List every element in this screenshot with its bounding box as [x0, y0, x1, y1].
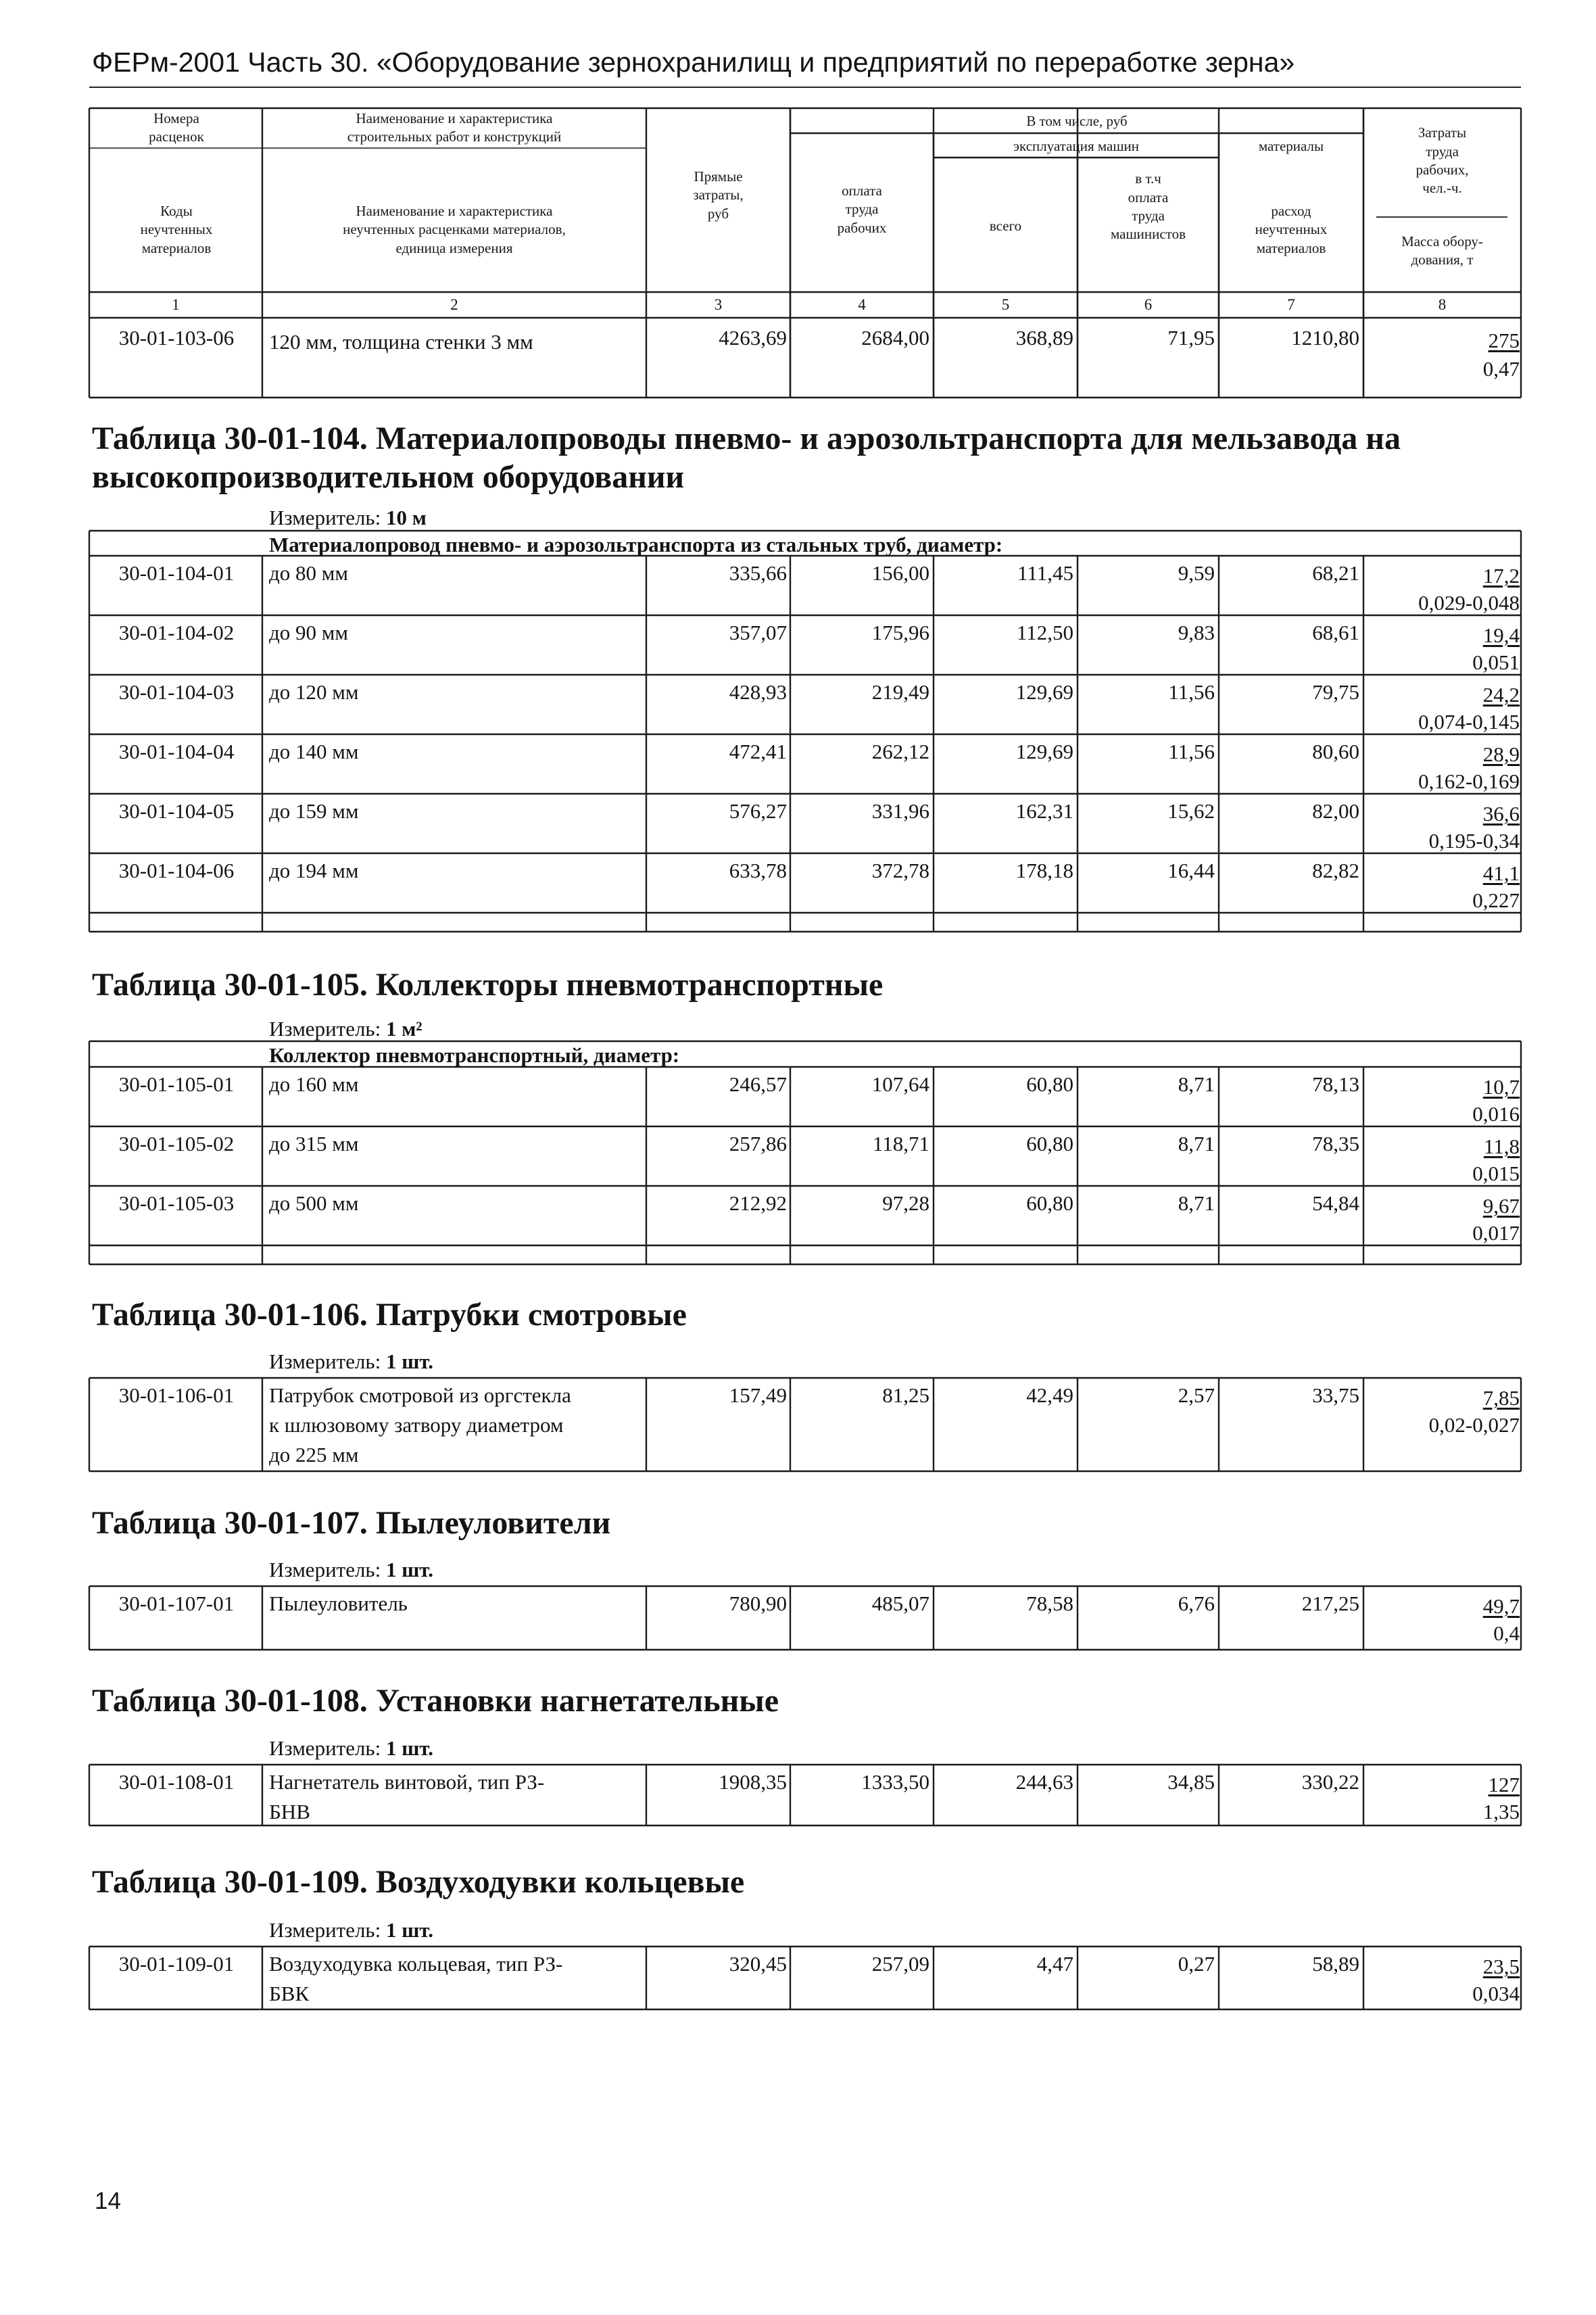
- row-mass: 0,47: [1482, 357, 1520, 381]
- row-name: Нагнетатель винтовой, тип РЗ- БНВ: [269, 1770, 545, 1824]
- table-measure: [269, 1919, 433, 1940]
- row-wages: 219,49: [871, 680, 929, 704]
- row-mass: 0,034: [1472, 1982, 1520, 2005]
- column-number-8: 8: [1438, 296, 1447, 313]
- row-labor: 10,7: [1482, 1075, 1520, 1099]
- row-operators: 71,95: [1167, 326, 1215, 350]
- row-materials: 217,25: [1301, 1592, 1359, 1615]
- row-operators: 34,85: [1167, 1770, 1215, 1794]
- row-machines: 129,69: [1015, 680, 1073, 704]
- row-operators: 6,76: [1178, 1592, 1215, 1615]
- row-labor: 9,67: [1482, 1194, 1520, 1218]
- row-machines: 112,50: [1016, 621, 1073, 644]
- row-name: до 120 мм: [269, 680, 359, 704]
- row-wages: 2684,00: [861, 326, 929, 350]
- measure-label: Измеритель:: [269, 1918, 381, 1942]
- row-operators: 0,27: [1178, 1952, 1215, 1976]
- row-labor: 23,5: [1482, 1955, 1520, 1978]
- row-materials: 1210,80: [1291, 326, 1359, 350]
- row-direct: 157,49: [729, 1383, 787, 1407]
- row-code: 30-01-108-01: [118, 1770, 235, 1794]
- row-name: до 194 мм: [269, 859, 359, 882]
- row-mass: 0,074-0,145: [1418, 710, 1520, 734]
- row-operators: 9,83: [1178, 621, 1215, 644]
- row-mass: 0,029-0,048: [1418, 591, 1520, 615]
- measure-label: Измеритель:: [269, 1558, 381, 1581]
- row-labor: 11,8: [1483, 1135, 1520, 1158]
- row-labor: 275: [1488, 329, 1520, 352]
- row-labor: 7,85: [1482, 1386, 1520, 1410]
- row-wages: 175,96: [871, 621, 929, 644]
- row-machines: 60,80: [1026, 1132, 1073, 1155]
- table-measure: [269, 1559, 433, 1580]
- row-mass: 0,016: [1472, 1102, 1520, 1126]
- row-code: 30-01-105-02: [118, 1132, 235, 1155]
- row-wages: 257,09: [871, 1952, 929, 1976]
- row-name: Пылеуловитель: [269, 1592, 408, 1615]
- row-direct: 257,86: [729, 1132, 787, 1155]
- row-operators: 9,59: [1178, 561, 1215, 585]
- row-labor: 19,4: [1482, 623, 1520, 647]
- table-title: Таблица 30-01-104. Материалопроводы пневмо- и аэрозольтранспорта для мельзавода на высокопроизводительном оборудовании: [92, 421, 1401, 496]
- row-wages: 372,78: [871, 859, 929, 882]
- table-title: Таблица 30-01-105. Коллекторы пневмотранспортные: [92, 967, 884, 1003]
- row-materials: 82,00: [1312, 799, 1359, 823]
- row-operators: 15,62: [1167, 799, 1215, 823]
- row-name: до 159 мм: [269, 799, 359, 823]
- row-code: 30-01-104-05: [118, 799, 235, 823]
- row-materials: 79,75: [1312, 680, 1359, 704]
- row-name: до 500 мм: [269, 1191, 359, 1215]
- row-direct-costs: 4263,69: [719, 326, 787, 350]
- table-title: Таблица 30-01-107. Пылеуловители: [92, 1505, 611, 1541]
- column-number-4: 4: [858, 296, 866, 313]
- row-code: 30-01-103-06: [118, 326, 235, 350]
- row-operators: 8,71: [1178, 1072, 1215, 1096]
- row-direct: 246,57: [729, 1072, 787, 1096]
- row-machines: 111,45: [1017, 561, 1073, 585]
- row-wages: 118,71: [872, 1132, 929, 1155]
- row-machines: 178,18: [1015, 859, 1073, 882]
- row-direct: 576,27: [729, 799, 787, 823]
- measure-label: Измеритель:: [269, 506, 381, 529]
- header-codes-top: Номера расценок: [149, 110, 204, 145]
- row-name: до 140 мм: [269, 740, 359, 763]
- measure-value: 1 м²: [385, 1017, 422, 1041]
- row-direct: 633,78: [729, 859, 787, 882]
- column-number-7: 7: [1287, 296, 1295, 313]
- row-operators: 8,71: [1178, 1191, 1215, 1215]
- row-name: Патрубок смотровой из оргстекла к шлюзовому затвору диаметром до 225 мм: [269, 1383, 571, 1467]
- table-title: Таблица 30-01-109. Воздуходувки кольцевые: [92, 1864, 745, 1900]
- row-materials: 330,22: [1301, 1770, 1359, 1794]
- row-labor: 17,2: [1482, 564, 1520, 588]
- header-name-bottom: Наименование и характеристика неучтенных расценками материалов, единица измерения: [343, 203, 566, 256]
- measure-label: Измеритель:: [269, 1017, 381, 1041]
- row-code: 30-01-105-03: [118, 1191, 235, 1215]
- row-direct: 357,07: [729, 621, 787, 644]
- row-mass: 0,227: [1472, 888, 1520, 912]
- row-operators: 2,57: [1178, 1383, 1215, 1407]
- measure-value: 1 шт.: [385, 1350, 434, 1373]
- row-machines: 60,80: [1026, 1191, 1073, 1215]
- header-name-top: Наименование и характеристика строительных работ и конструкций: [347, 110, 562, 145]
- row-code: 30-01-106-01: [118, 1383, 235, 1407]
- row-name: до 160 мм: [269, 1072, 359, 1096]
- column-number-5: 5: [1001, 296, 1010, 313]
- row-mass: 0,017: [1472, 1221, 1520, 1245]
- header-labor: Затраты труда рабочих, чел.-ч.: [1416, 124, 1469, 197]
- header-unaccounted-materials: расход неучтенных материалов: [1255, 203, 1328, 256]
- table-measure: [269, 1018, 422, 1039]
- row-labor: 49,7: [1482, 1594, 1520, 1618]
- measure-value: 10 м: [385, 506, 427, 529]
- row-wages: 97,28: [882, 1191, 929, 1215]
- row-direct: 320,45: [729, 1952, 787, 1976]
- header-exploitation: эксплуатация машин: [1013, 138, 1139, 155]
- row-mass: 1,35: [1482, 1800, 1520, 1823]
- row-labor: 41,1: [1482, 861, 1520, 885]
- row-machines: 244,63: [1015, 1770, 1073, 1794]
- row-wages: 331,96: [871, 799, 929, 823]
- row-mass: 0,162-0,169: [1418, 769, 1520, 793]
- row-code: 30-01-109-01: [118, 1952, 235, 1976]
- page-number: 14: [95, 2188, 121, 2214]
- row-materials: 58,89: [1312, 1952, 1359, 1976]
- row-machines: 4,47: [1036, 1952, 1073, 1976]
- row-wages: 1333,50: [861, 1770, 929, 1794]
- row-direct: 1908,35: [719, 1770, 787, 1794]
- header-operators: в т.ч оплата труда машинистов: [1111, 170, 1186, 243]
- row-materials: 82,82: [1312, 859, 1359, 882]
- row-materials: 54,84: [1312, 1191, 1359, 1215]
- row-machines: 129,69: [1015, 740, 1073, 763]
- row-name: до 90 мм: [269, 621, 349, 644]
- row-direct: 212,92: [729, 1191, 787, 1215]
- header-materials: материалы: [1258, 138, 1324, 155]
- row-direct: 428,93: [729, 680, 787, 704]
- row-direct: 472,41: [729, 740, 787, 763]
- table-title: Таблица 30-01-108. Установки нагнетательные: [92, 1683, 779, 1719]
- table-measure: [269, 1738, 433, 1759]
- header-mass: Масса обору- дования, т: [1401, 233, 1483, 268]
- header-direct-costs: Прямые затраты, руб: [693, 168, 744, 222]
- header-wages: оплата труда рабочих: [837, 183, 887, 236]
- row-labor: 127: [1488, 1773, 1520, 1796]
- column-number-1: 1: [172, 296, 180, 313]
- row-name: до 80 мм: [269, 561, 349, 585]
- row-machines: 60,80: [1026, 1072, 1073, 1096]
- table-title: Таблица 30-01-106. Патрубки смотровые: [92, 1297, 687, 1333]
- row-labor: 36,6: [1482, 802, 1520, 826]
- row-materials: 78,13: [1312, 1072, 1359, 1096]
- row-machines: 42,49: [1026, 1383, 1073, 1407]
- row-code: 30-01-105-01: [118, 1072, 235, 1096]
- row-machines: 78,58: [1026, 1592, 1073, 1615]
- row-code: 30-01-104-06: [118, 859, 235, 882]
- row-labor: 28,9: [1482, 742, 1520, 766]
- row-name: Воздуходувка кольцевая, тип РЗ- БВК: [269, 1952, 563, 2006]
- row-materials: 68,61: [1312, 621, 1359, 644]
- row-operators: 11,56: [1168, 740, 1215, 763]
- row-operators: 16,44: [1167, 859, 1215, 882]
- row-direct: 335,66: [729, 561, 787, 585]
- row-operators: 11,56: [1168, 680, 1215, 704]
- row-code: 30-01-104-01: [118, 561, 235, 585]
- table-subheader: Коллектор пневмотранспортный, диаметр:: [269, 1043, 680, 1067]
- table-measure: [269, 1351, 433, 1372]
- row-mass: 0,02-0,027: [1428, 1413, 1520, 1437]
- row-code: 30-01-104-03: [118, 680, 235, 704]
- measure-value: 1 шт.: [385, 1558, 434, 1581]
- row-materials: 78,35: [1312, 1132, 1359, 1155]
- row-wages: 262,12: [871, 740, 929, 763]
- row-materials: 33,75: [1312, 1383, 1359, 1407]
- row-mass: 0,4: [1493, 1621, 1520, 1645]
- row-operators: 8,71: [1178, 1132, 1215, 1155]
- row-materials: 80,60: [1312, 740, 1359, 763]
- row-direct: 780,90: [729, 1592, 787, 1615]
- row-wages: 485,07: [871, 1592, 929, 1615]
- row-name: до 315 мм: [269, 1132, 359, 1155]
- row-code: 30-01-104-02: [118, 621, 235, 644]
- row-wages: 156,00: [871, 561, 929, 585]
- measure-label: Измеритель:: [269, 1350, 381, 1373]
- column-number-2: 2: [450, 296, 458, 313]
- row-code: 30-01-104-04: [118, 740, 235, 763]
- running-header: ФЕРм-2001 Часть 30. «Оборудование зернохранилищ и предприятий по переработке зерна»: [92, 47, 1295, 78]
- measure-label: Измеритель:: [269, 1736, 381, 1760]
- measure-value: 1 шт.: [385, 1736, 434, 1760]
- row-name: 120 мм, толщина стенки 3 мм: [269, 330, 533, 354]
- measure-value: 1 шт.: [385, 1918, 434, 1942]
- row-labor: 24,2: [1482, 683, 1520, 707]
- column-number-3: 3: [714, 296, 723, 313]
- header-group: В том числе, руб: [1026, 113, 1128, 130]
- row-machines: 162,31: [1015, 799, 1073, 823]
- row-materials: 68,21: [1312, 561, 1359, 585]
- row-wages: 107,64: [871, 1072, 929, 1096]
- header-codes-bottom: Коды неучтенных материалов: [140, 203, 213, 256]
- row-code: 30-01-107-01: [118, 1592, 235, 1615]
- table-subheader: Материалопровод пневмо- и аэрозольтранспорта из стальных труб, диаметр:: [269, 533, 1003, 556]
- row-mass: 0,015: [1472, 1162, 1520, 1185]
- row-mass: 0,195-0,34: [1428, 829, 1520, 853]
- table-measure: [269, 507, 427, 528]
- header-machines-total: всего: [989, 218, 1022, 235]
- row-mass: 0,051: [1472, 650, 1520, 674]
- row-machines: 368,89: [1015, 326, 1073, 350]
- row-wages: 81,25: [882, 1383, 929, 1407]
- column-number-6: 6: [1144, 296, 1153, 313]
